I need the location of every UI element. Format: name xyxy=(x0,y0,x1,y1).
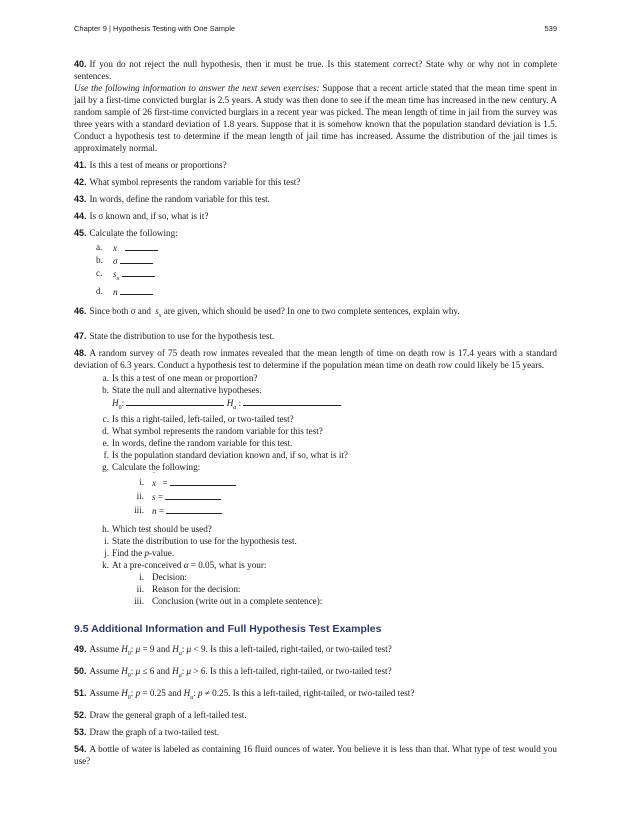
exercise-52 xyxy=(74,709,557,721)
scenario-text: Suppose that a recent article stated that the mean time spent in jail by a first-time convicted burglar is 2.5 years. A study was then done to see if the mean time has increased in the new century. A random sample of 26 first-time convicted burglars in a recent year was picked. The mean length of time in jail from the survey was three years with a standard deviation of 1.8 years. Suppose that it is somehow known that the population standard deviation is 1.5. Conduct a hypothesis test to determine if the mean length of jail time has increased. Assume the distribution of the jail times is approximately normal. xyxy=(74,83,557,153)
subscript: x xyxy=(158,312,162,319)
item-label: d. xyxy=(96,285,103,296)
mu-symbol: μ xyxy=(135,666,141,677)
item-text: = 0.05, what is your: xyxy=(188,560,267,571)
colon: : xyxy=(130,644,136,655)
item-text: State the null and alternative hypotheses. xyxy=(112,384,262,395)
list-item xyxy=(74,449,557,461)
item-text: State the distribution to use for the hypothesis test. xyxy=(112,536,297,547)
ha-symbol: H xyxy=(226,397,234,408)
s-symbol: s xyxy=(152,492,156,503)
exercise-number: 47. xyxy=(74,330,87,341)
list-item xyxy=(74,547,557,559)
item-label: iii. xyxy=(134,505,144,516)
item-label: f. xyxy=(103,450,109,461)
exercise-text: < 9. Is this a left-tailed, right-tailed, or two-tailed test? xyxy=(191,644,392,655)
subscript: 0 xyxy=(118,404,122,411)
ha-symbol: H xyxy=(172,666,179,677)
exercise-number: 50. xyxy=(74,666,87,677)
hypotheses-row: $H_0$: $H_a$ : xyxy=(74,396,557,414)
h0-symbol: H xyxy=(112,397,119,408)
item-label: e. xyxy=(102,438,109,449)
answer-blank[interactable] xyxy=(120,285,153,295)
exercise-text: are given, which should be used? In one to two complete sentences, explain why. xyxy=(163,305,460,316)
answer-blank[interactable] xyxy=(122,267,155,277)
mu-symbol: μ xyxy=(135,644,141,655)
exercise-number: 54. xyxy=(74,743,87,754)
item-text: Find the xyxy=(112,548,145,559)
exercise-number: 40. xyxy=(74,59,87,69)
exercise-text: Draw the general graph of a left-tailed test. xyxy=(89,709,247,720)
item-text: Is this a test of one mean or proportion? xyxy=(112,372,258,383)
p-symbol: p xyxy=(144,548,150,559)
answer-blank[interactable] xyxy=(120,254,153,264)
exercise-number: 48. xyxy=(74,347,87,358)
item-label: i. xyxy=(139,572,144,583)
item-label: i. xyxy=(104,536,109,547)
list-item xyxy=(74,372,557,384)
item-text: -value. xyxy=(149,548,175,559)
h0-symbol: H xyxy=(121,644,128,655)
list-item xyxy=(74,595,557,607)
item-label: k. xyxy=(102,560,109,571)
exercise-text: = 9 and xyxy=(140,644,173,655)
null-hypothesis-blank[interactable] xyxy=(126,396,224,406)
n-symbol: n xyxy=(152,506,157,517)
item-label: b. xyxy=(96,255,103,265)
exercise-41 xyxy=(74,159,557,171)
exercise-47 xyxy=(74,330,557,342)
item-label: c. xyxy=(96,268,103,278)
list-item xyxy=(74,476,557,489)
equals-sign: = xyxy=(157,492,163,503)
section-heading: 9.5 Additional Information and Full Hypothesis Test Examples xyxy=(74,623,382,636)
exercise-text: In words, define the random variable for this test. xyxy=(89,194,270,204)
item-label: ii. xyxy=(136,491,144,502)
alternative-hypothesis-blank[interactable] xyxy=(243,396,341,406)
sigma-symbol: σ xyxy=(113,256,118,266)
list-item xyxy=(74,461,557,517)
exercise-text: If you do not reject the null hypothesis, then it must be true. Is this statement correct? State why or why not in complete sentences. xyxy=(74,59,557,81)
list-item xyxy=(74,490,557,503)
scenario-intro: Use the following information to answer the next seven exercises: xyxy=(74,83,320,93)
subscript: a xyxy=(190,694,194,701)
item-text: What symbol represents the random variable for this test? xyxy=(112,426,323,437)
exercise-number: 41. xyxy=(74,160,87,170)
x-bar-symbol: ‾ x xyxy=(152,477,156,489)
exercise-text: Since both σ and xyxy=(89,305,151,316)
equals-sign: = xyxy=(162,478,168,489)
exercise-number: 46. xyxy=(74,305,87,316)
p-symbol: p xyxy=(198,688,203,699)
exercise-54 xyxy=(74,743,557,767)
page-number: 539 xyxy=(544,24,557,33)
subscript: 0 xyxy=(127,673,131,680)
subscript: 0 xyxy=(127,651,131,658)
item-label: iii. xyxy=(134,596,144,607)
item-label: b. xyxy=(102,384,109,395)
subscript: a xyxy=(233,404,237,411)
exercise-48-items xyxy=(74,372,557,608)
page-header xyxy=(74,24,557,33)
decision-subitems xyxy=(74,571,557,607)
exercise-number: 43. xyxy=(74,194,87,204)
exercise-text: Draw the graph of a two-tailed test. xyxy=(89,726,219,737)
h0-symbol: H xyxy=(121,666,128,677)
exercise-text: Is this a test of means or proportions? xyxy=(89,160,227,170)
colon: : xyxy=(130,666,136,677)
list-item xyxy=(74,504,557,517)
s-symbol: s xyxy=(155,305,159,316)
subscript: 0 xyxy=(127,694,131,701)
item-text: Reason for the decision: xyxy=(152,584,241,595)
list-item xyxy=(74,583,557,595)
mu-symbol: μ xyxy=(186,666,192,677)
list-item xyxy=(74,384,557,396)
answer-blank[interactable] xyxy=(165,490,221,500)
colon: : xyxy=(181,666,187,677)
item-label: d. xyxy=(102,426,109,437)
exercise-text: Is σ known and, if so, what is it? xyxy=(89,211,209,221)
exercise-text: A bottle of water is labeled as containing 16 fluid ounces of water. You believe it is less than that. What type of test would you use? xyxy=(74,743,557,766)
exercise-text: State the distribution to use for the hypothesis test. xyxy=(89,330,275,341)
list-item xyxy=(74,523,557,535)
subscript: x xyxy=(116,275,120,282)
exercise-48 xyxy=(74,347,557,371)
exercise-text: > 6. Is this a left-tailed, right-tailed, or two-tailed test? xyxy=(191,666,392,677)
colon: : xyxy=(181,644,187,655)
item-text: Conclusion (write out in a complete sentence): xyxy=(152,596,323,607)
exercise-50 xyxy=(74,665,557,682)
exercise-number: 44. xyxy=(74,211,87,221)
exercise-text: Calculate the following: xyxy=(89,228,178,238)
calc-subitems xyxy=(74,476,557,517)
mu-symbol: μ xyxy=(186,644,192,655)
page-content xyxy=(74,58,557,772)
item-text: Which test should be used? xyxy=(112,524,212,535)
list-item xyxy=(74,285,557,298)
item-label: c. xyxy=(102,414,109,425)
exercise-number: 52. xyxy=(74,709,87,720)
item-label: a. xyxy=(102,372,109,383)
list-item xyxy=(74,413,557,425)
exercise-text: Assume xyxy=(89,688,122,699)
exercise-44 xyxy=(74,210,557,222)
item-text: Is this a right-tailed, left-tailed, or two-tailed test? xyxy=(112,414,294,425)
item-label: j. xyxy=(104,548,109,559)
ha-symbol: H xyxy=(183,688,191,699)
s-symbol: s xyxy=(113,269,117,279)
exercise-text: A random survey of 75 death row inmates revealed that the mean length of time on death row is 17.4 years with a standard deviation of 6.3 years. Conduct a hypothesis test to determine if the population mean time on death row could likely be 15 years. xyxy=(74,347,557,370)
alpha-symbol: α xyxy=(183,560,189,571)
exercise-number: 51. xyxy=(74,688,87,699)
colon: : xyxy=(193,688,199,699)
exercise-45-items xyxy=(74,241,557,298)
equals-sign: = xyxy=(158,506,164,517)
answer-blank[interactable] xyxy=(166,504,222,514)
item-text: Calculate the following: xyxy=(112,462,201,473)
exercise-number: 49. xyxy=(74,644,87,655)
list-item xyxy=(74,437,557,449)
answer-blank[interactable] xyxy=(170,476,236,486)
exercise-45 xyxy=(74,227,557,239)
item-text: In words, define the random variable for this test. xyxy=(112,438,293,449)
list-item xyxy=(74,267,557,285)
exercise-53 xyxy=(74,726,557,738)
exercise-number: 45. xyxy=(74,228,87,238)
exercise-51 xyxy=(74,687,557,704)
shared-scenario-jail xyxy=(74,82,557,154)
item-text: At a pre-conceived xyxy=(112,560,184,571)
exercise-46 xyxy=(74,305,557,322)
answer-blank[interactable] xyxy=(125,241,158,251)
item-text: Decision: xyxy=(152,572,187,583)
exercise-42 xyxy=(74,176,557,188)
p-symbol: p xyxy=(135,688,141,699)
item-text: Is the population standard deviation known and, if so, what is it? xyxy=(112,450,348,461)
exercise-40 xyxy=(74,58,557,82)
item-label: ii. xyxy=(136,584,144,595)
x-bar-symbol: ‾ x xyxy=(113,242,117,254)
subscript: a xyxy=(178,651,182,658)
exercise-text: = 0.25 and xyxy=(140,688,184,699)
exercise-text: ≠ 0.25. Is this a left-tailed, right-tailed, or two-tailed test? xyxy=(202,688,415,699)
list-item xyxy=(74,571,557,583)
exercise-text: Assume xyxy=(89,666,122,677)
ha-symbol: H xyxy=(172,644,179,655)
item-label: a. xyxy=(96,242,103,252)
list-item xyxy=(74,559,557,607)
exercise-text: Assume xyxy=(89,644,122,655)
list-item xyxy=(74,254,557,267)
list-item xyxy=(74,535,557,547)
colon: : xyxy=(130,688,136,699)
item-label: i. xyxy=(139,477,144,488)
subscript: a xyxy=(178,673,182,680)
exercise-number: 42. xyxy=(74,177,87,187)
n-symbol: n xyxy=(113,286,118,297)
exercise-43 xyxy=(74,193,557,205)
exercise-text: ≤ 6 and xyxy=(140,666,173,677)
exercise-number: 53. xyxy=(74,726,87,737)
list-item xyxy=(74,425,557,437)
exercise-49 xyxy=(74,643,557,660)
exercise-text: What symbol represents the random variable for this test? xyxy=(89,177,301,187)
h0-symbol: H xyxy=(121,688,128,699)
list-item xyxy=(74,241,557,254)
item-label: g. xyxy=(102,462,109,473)
item-label: h. xyxy=(102,524,109,535)
chapter-title: Chapter 9 | Hypothesis Testing with One Sample xyxy=(74,24,236,33)
